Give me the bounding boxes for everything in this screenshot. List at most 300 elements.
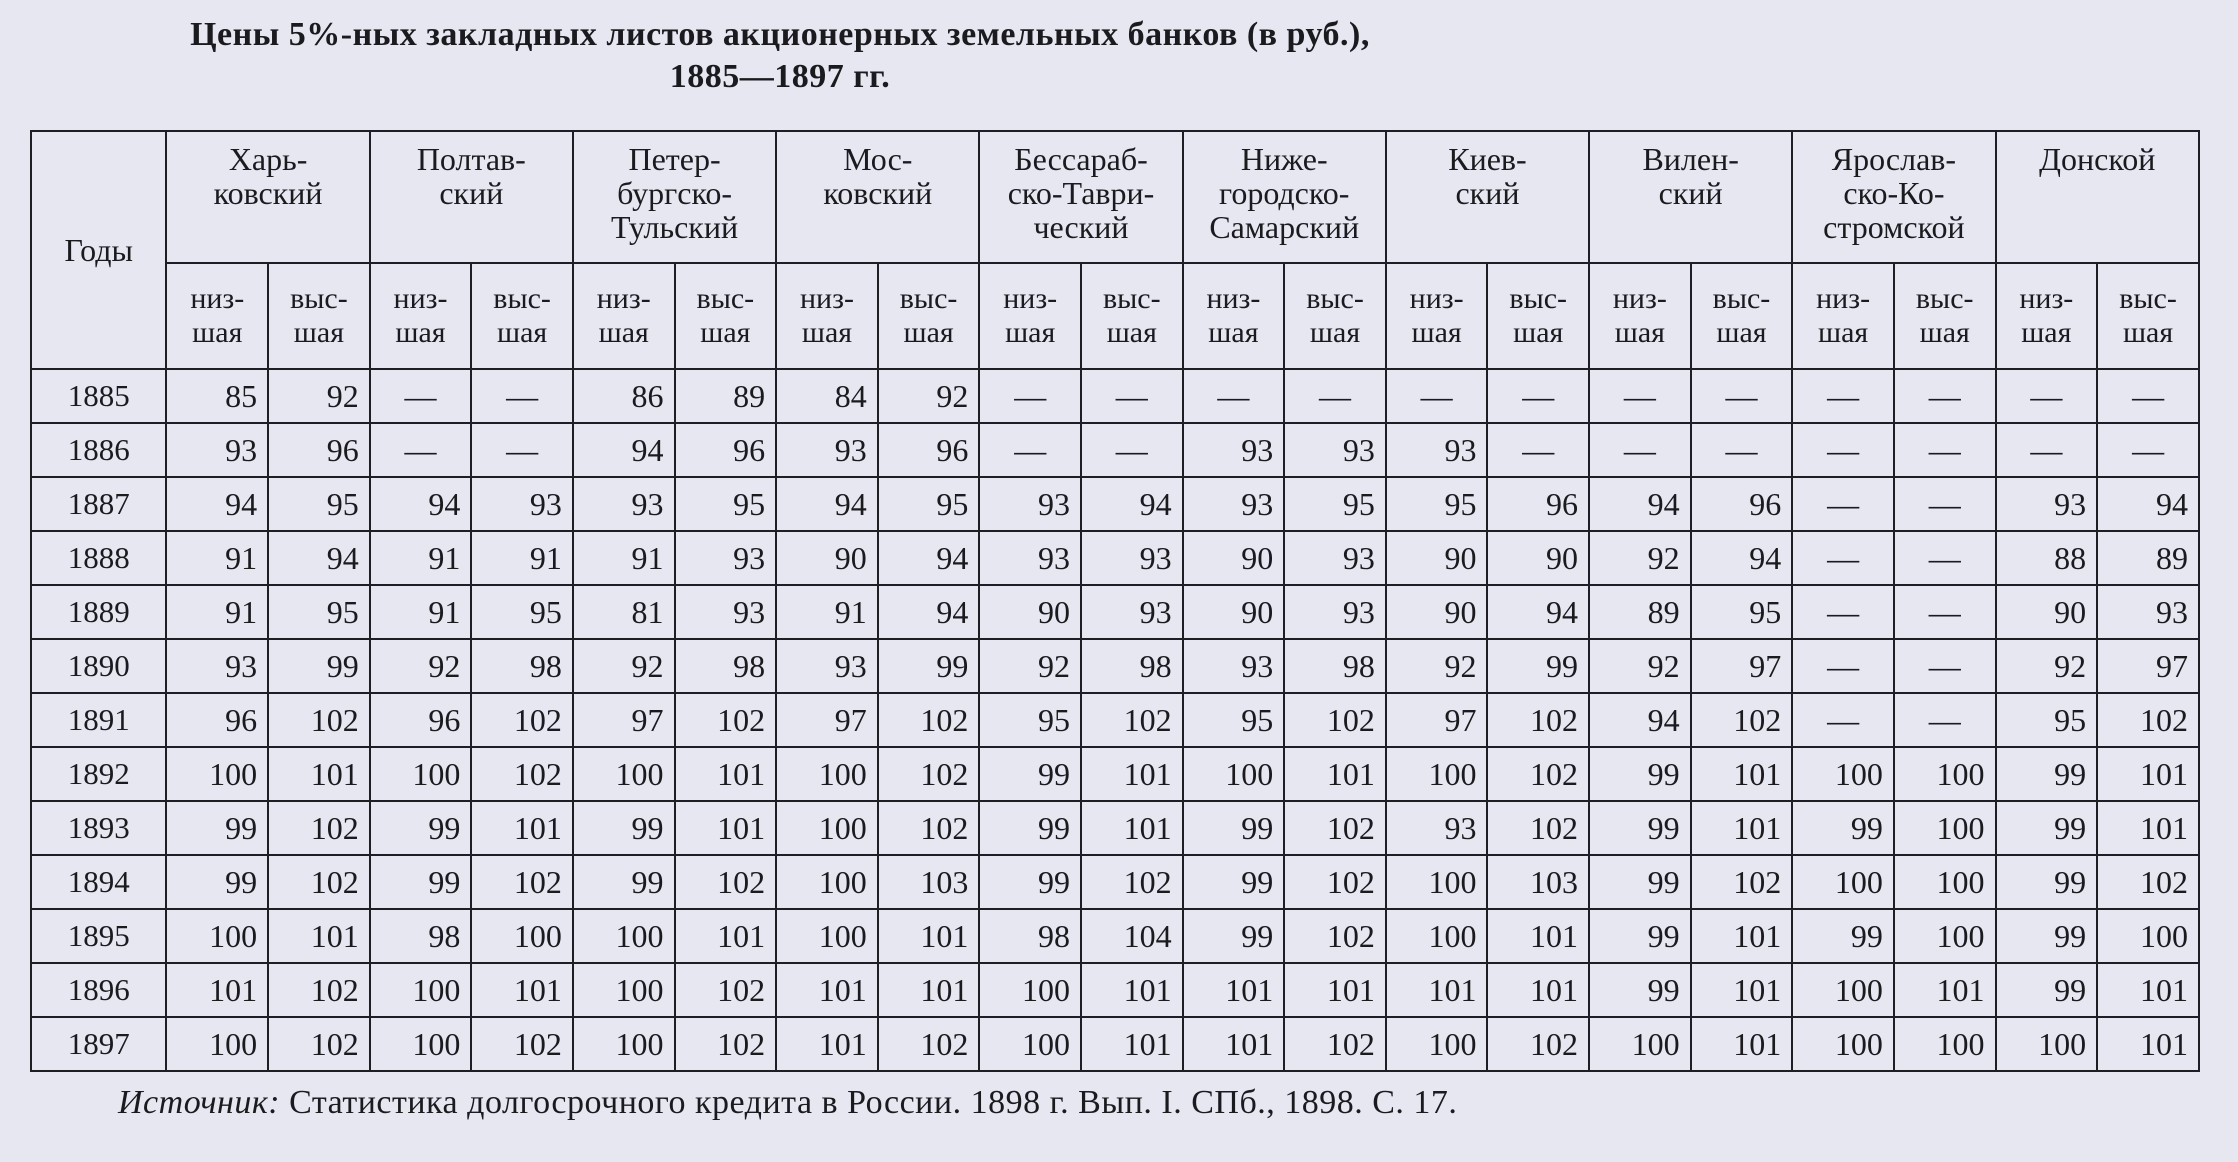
high-price-cell: 101 (675, 909, 777, 963)
high-price-cell: 89 (2097, 531, 2199, 585)
low-price-cell: 88 (1996, 531, 2098, 585)
high-price-cell: 92 (878, 369, 980, 423)
high-price-cell: 102 (1487, 801, 1589, 855)
high-price-cell: 102 (1691, 855, 1793, 909)
low-price-cell: 101 (166, 963, 268, 1017)
low-price-header: низ- шая (1816, 282, 1871, 349)
low-price-cell: 90 (1996, 585, 2098, 639)
low-price-cell: — (1792, 369, 1894, 423)
low-price-cell: 100 (776, 747, 878, 801)
high-price-cell: 95 (878, 477, 980, 531)
year-cell: 1885 (31, 369, 166, 423)
low-price-cell: 100 (1386, 855, 1488, 909)
title-line-1: Цены 5%-ных закладных листов акционерных земельных банков (в руб.), (190, 16, 1370, 53)
high-price-header: выс- шая (1102, 282, 1161, 349)
low-price-cell: 99 (1792, 909, 1894, 963)
low-price-cell: 93 (979, 531, 1081, 585)
high-price-cell: 102 (878, 693, 980, 747)
high-price-cell: — (1081, 369, 1183, 423)
low-price-cell: 101 (776, 963, 878, 1017)
low-price-cell: 97 (573, 693, 675, 747)
high-price-cell: 95 (1691, 585, 1793, 639)
high-price-cell: 102 (675, 855, 777, 909)
low-price-header: низ- шая (1409, 282, 1464, 349)
bank-header: Киев- ский (1386, 131, 1589, 263)
low-price-cell: — (1792, 639, 1894, 693)
high-price-cell: 101 (1081, 1017, 1183, 1071)
table-row (31, 423, 2199, 477)
low-price-header: низ- шая (2019, 282, 2074, 349)
high-price-cell: 98 (1284, 639, 1386, 693)
high-price-cell: — (1894, 423, 1996, 477)
low-price-cell: 100 (370, 963, 472, 1017)
table-row (31, 693, 2199, 747)
high-price-header: выс- шая (290, 282, 348, 349)
high-price-cell: 102 (1081, 855, 1183, 909)
table-title (0, 14, 1560, 98)
table-row (31, 531, 2199, 585)
year-cell: 1893 (31, 801, 166, 855)
price-table-wrapper (30, 130, 2200, 1072)
low-price-cell: 99 (1589, 909, 1691, 963)
subheader-cell (776, 263, 878, 369)
high-price-cell: 104 (1081, 909, 1183, 963)
bank-header: Бессараб- ско-Таври- ческий (979, 131, 1182, 263)
low-price-cell: 93 (573, 477, 675, 531)
high-price-header: выс- шая (1306, 282, 1364, 349)
high-price-cell: 102 (1284, 909, 1386, 963)
high-price-cell: 102 (675, 1017, 777, 1071)
low-price-cell: 93 (1183, 639, 1285, 693)
low-price-cell: — (1792, 423, 1894, 477)
high-price-cell: 102 (268, 693, 370, 747)
high-price-cell: 100 (1894, 855, 1996, 909)
high-price-cell: — (1081, 423, 1183, 477)
high-price-cell: — (1894, 585, 1996, 639)
low-price-cell: 100 (776, 801, 878, 855)
low-price-cell: 94 (166, 477, 268, 531)
high-price-cell: 89 (675, 369, 777, 423)
high-price-cell: 101 (2097, 1017, 2199, 1071)
low-price-header: низ- шая (1206, 282, 1261, 349)
low-price-cell: 98 (370, 909, 472, 963)
high-price-cell: 96 (268, 423, 370, 477)
low-price-cell: 99 (1183, 801, 1285, 855)
high-price-cell: 102 (675, 693, 777, 747)
low-price-cell: 92 (573, 639, 675, 693)
subheader-cell (166, 263, 268, 369)
low-price-cell: 100 (1183, 747, 1285, 801)
bank-header: Полтав- ский (370, 131, 573, 263)
low-price-cell: 101 (1183, 1017, 1285, 1071)
low-price-cell: — (1589, 423, 1691, 477)
high-price-cell: 102 (878, 801, 980, 855)
high-price-cell: 101 (2097, 747, 2199, 801)
year-cell: 1887 (31, 477, 166, 531)
high-price-cell: 101 (1691, 963, 1793, 1017)
high-price-cell: 94 (1081, 477, 1183, 531)
high-price-header: выс- шая (899, 282, 958, 349)
low-price-cell: 101 (1386, 963, 1488, 1017)
low-price-cell: 94 (1589, 693, 1691, 747)
low-price-cell: 99 (370, 855, 472, 909)
high-price-cell: 100 (1894, 1017, 1996, 1071)
high-price-cell: — (1487, 423, 1589, 477)
high-price-cell: 101 (675, 747, 777, 801)
low-price-cell: 95 (979, 693, 1081, 747)
high-price-cell: 101 (1691, 1017, 1793, 1071)
high-price-cell: 101 (1081, 747, 1183, 801)
high-price-cell: 103 (878, 855, 980, 909)
high-price-cell: 95 (268, 585, 370, 639)
low-price-cell: 100 (370, 747, 472, 801)
high-price-cell: 102 (268, 1017, 370, 1071)
low-price-header: низ- шая (1003, 282, 1058, 349)
high-price-cell: 101 (878, 963, 980, 1017)
high-price-cell: 96 (1691, 477, 1793, 531)
low-price-cell: 90 (776, 531, 878, 585)
high-price-cell: 91 (471, 531, 573, 585)
low-price-cell: 96 (166, 693, 268, 747)
high-price-cell: 102 (268, 801, 370, 855)
high-price-header: выс- шая (1915, 282, 1974, 349)
low-price-cell: 100 (1386, 909, 1488, 963)
low-price-cell: 91 (166, 585, 268, 639)
low-price-cell: 99 (1589, 963, 1691, 1017)
high-price-cell: 101 (675, 801, 777, 855)
low-price-cell: 95 (1183, 693, 1285, 747)
high-price-header: выс- шая (696, 282, 755, 349)
low-price-cell: — (1589, 369, 1691, 423)
high-price-cell: 94 (1691, 531, 1793, 585)
high-price-header: выс- шая (493, 282, 551, 349)
year-cell: 1886 (31, 423, 166, 477)
low-price-cell: — (1792, 531, 1894, 585)
high-price-cell: 92 (268, 369, 370, 423)
high-price-cell: 98 (675, 639, 777, 693)
high-price-cell: 102 (1284, 801, 1386, 855)
low-price-cell: 86 (573, 369, 675, 423)
low-price-cell: 100 (1589, 1017, 1691, 1071)
high-price-cell: 101 (2097, 801, 2199, 855)
low-price-cell: 93 (1183, 423, 1285, 477)
low-price-cell: 90 (1183, 531, 1285, 585)
table-row (31, 1017, 2199, 1071)
high-price-cell: 100 (471, 909, 573, 963)
low-price-cell: 93 (166, 423, 268, 477)
low-price-cell: — (979, 423, 1081, 477)
low-price-cell: — (1996, 423, 2098, 477)
high-price-cell: 101 (1284, 963, 1386, 1017)
high-price-cell: 100 (1894, 747, 1996, 801)
table-row (31, 801, 2199, 855)
low-price-cell: 100 (1386, 747, 1488, 801)
high-price-cell: — (1894, 639, 1996, 693)
high-price-cell: 101 (268, 909, 370, 963)
low-price-cell: 99 (1183, 909, 1285, 963)
bank-header: Вилен- ский (1589, 131, 1792, 263)
high-price-cell: 98 (1081, 639, 1183, 693)
low-price-cell: 100 (776, 909, 878, 963)
low-price-cell: 99 (1996, 909, 2098, 963)
high-price-header: выс- шая (2119, 282, 2177, 349)
subheader-cell (1996, 263, 2098, 369)
high-price-cell: 101 (1081, 963, 1183, 1017)
high-price-cell: 93 (2097, 585, 2199, 639)
low-price-header: низ- шая (1612, 282, 1667, 349)
high-price-cell: 102 (471, 693, 573, 747)
high-price-cell: 101 (1487, 909, 1589, 963)
table-row (31, 639, 2199, 693)
high-price-cell: 102 (268, 855, 370, 909)
low-price-cell: 95 (1996, 693, 2098, 747)
low-price-cell: — (1386, 369, 1488, 423)
high-price-cell: 102 (1691, 693, 1793, 747)
low-price-cell: 100 (1792, 855, 1894, 909)
bank-header: Мос- ковский (776, 131, 979, 263)
low-price-cell: 95 (1386, 477, 1488, 531)
low-price-cell: 97 (776, 693, 878, 747)
subheader-cell (1691, 263, 1793, 369)
low-price-cell: 99 (979, 801, 1081, 855)
years-column-header: Годы (31, 131, 166, 369)
subheader-cell (471, 263, 573, 369)
low-price-cell: 92 (1589, 639, 1691, 693)
low-price-cell: 100 (573, 963, 675, 1017)
low-price-cell: 90 (1386, 585, 1488, 639)
high-price-cell: 97 (1691, 639, 1793, 693)
high-price-cell: — (1284, 369, 1386, 423)
low-price-cell: 85 (166, 369, 268, 423)
high-price-header: выс- шая (1712, 282, 1771, 349)
low-price-cell: 91 (573, 531, 675, 585)
low-price-cell: 99 (166, 855, 268, 909)
high-price-cell: — (1487, 369, 1589, 423)
subheader-cell (979, 263, 1081, 369)
high-price-cell: 98 (471, 639, 573, 693)
subheader-cell (1284, 263, 1386, 369)
low-price-cell: 99 (1996, 855, 2098, 909)
low-price-cell: 100 (776, 855, 878, 909)
low-price-cell: 92 (370, 639, 472, 693)
low-price-cell: 100 (573, 747, 675, 801)
high-price-cell: 93 (1081, 531, 1183, 585)
low-price-cell: — (979, 369, 1081, 423)
year-cell: 1889 (31, 585, 166, 639)
low-price-cell: 99 (1996, 747, 2098, 801)
high-price-cell: 93 (1081, 585, 1183, 639)
table-row (31, 369, 2199, 423)
subheader-cell (1894, 263, 1996, 369)
low-price-cell: 100 (166, 747, 268, 801)
low-price-cell: 96 (370, 693, 472, 747)
high-price-cell: 103 (1487, 855, 1589, 909)
high-price-cell: 90 (1487, 531, 1589, 585)
high-price-cell: — (1894, 693, 1996, 747)
year-cell: 1892 (31, 747, 166, 801)
low-price-cell: 99 (370, 801, 472, 855)
high-price-cell: 95 (1284, 477, 1386, 531)
high-price-cell: 94 (878, 585, 980, 639)
low-price-cell: — (1183, 369, 1285, 423)
subheader-cell (1792, 263, 1894, 369)
high-price-cell: 99 (878, 639, 980, 693)
low-price-cell: 100 (370, 1017, 472, 1071)
low-price-cell: 81 (573, 585, 675, 639)
high-price-cell: 101 (1487, 963, 1589, 1017)
high-price-cell: 101 (268, 747, 370, 801)
high-price-cell: 97 (2097, 639, 2199, 693)
high-price-cell: 95 (675, 477, 777, 531)
low-price-cell: 93 (1386, 423, 1488, 477)
bank-header: Ярослав- ско-Ко- стромской (1792, 131, 1995, 263)
high-price-cell: 101 (471, 801, 573, 855)
low-price-cell: 100 (166, 1017, 268, 1071)
header-row-sub (31, 263, 2199, 369)
low-price-cell: 93 (776, 423, 878, 477)
low-price-cell: — (1792, 477, 1894, 531)
low-price-cell: 99 (1996, 963, 2098, 1017)
low-price-cell: 99 (573, 801, 675, 855)
high-price-cell: 102 (471, 1017, 573, 1071)
high-price-cell: — (1691, 423, 1793, 477)
table-row (31, 477, 2199, 531)
header-row-banks (31, 131, 2199, 263)
high-price-cell: 93 (471, 477, 573, 531)
low-price-cell: 101 (776, 1017, 878, 1071)
table-row (31, 585, 2199, 639)
low-price-header: низ- шая (190, 282, 245, 349)
subheader-cell (1487, 263, 1589, 369)
year-cell: 1891 (31, 693, 166, 747)
low-price-cell: 100 (979, 1017, 1081, 1071)
high-price-cell: 96 (1487, 477, 1589, 531)
high-price-cell: 102 (1284, 693, 1386, 747)
high-price-cell: 101 (1691, 909, 1793, 963)
high-price-cell: 99 (1487, 639, 1589, 693)
high-price-cell: 102 (1487, 1017, 1589, 1071)
low-price-cell: 99 (1589, 855, 1691, 909)
subheader-cell (1386, 263, 1488, 369)
high-price-cell: 100 (2097, 909, 2199, 963)
subheader-cell (1589, 263, 1691, 369)
low-price-cell: 100 (573, 1017, 675, 1071)
source-label: Источник: (118, 1084, 281, 1121)
high-price-cell: — (1894, 531, 1996, 585)
low-price-cell: 99 (1996, 801, 2098, 855)
low-price-cell: 94 (776, 477, 878, 531)
bank-header: Харь- ковский (166, 131, 369, 263)
low-price-cell: 90 (1183, 585, 1285, 639)
table-row (31, 909, 2199, 963)
bank-header: Петер- бургско- Тульский (573, 131, 776, 263)
low-price-cell: 101 (1183, 963, 1285, 1017)
high-price-cell: 93 (1284, 531, 1386, 585)
title-line-2: 1885—1897 гг. (669, 58, 891, 95)
high-price-cell: 99 (268, 639, 370, 693)
low-price-cell: 99 (1792, 801, 1894, 855)
bank-header: Ниже- городско- Самарский (1183, 131, 1386, 263)
year-cell: 1894 (31, 855, 166, 909)
high-price-cell: 93 (1284, 585, 1386, 639)
low-price-header: низ- шая (393, 282, 448, 349)
source-note (118, 1084, 1457, 1122)
low-price-cell: 93 (1183, 477, 1285, 531)
subheader-cell (675, 263, 777, 369)
high-price-cell: 93 (1284, 423, 1386, 477)
high-price-cell: 94 (2097, 477, 2199, 531)
low-price-cell: 93 (166, 639, 268, 693)
table-row (31, 855, 2199, 909)
low-price-cell: 91 (166, 531, 268, 585)
subheader-cell (268, 263, 370, 369)
high-price-cell: 102 (2097, 693, 2199, 747)
high-price-cell: 102 (268, 963, 370, 1017)
high-price-cell: 101 (1081, 801, 1183, 855)
low-price-cell: 97 (1386, 693, 1488, 747)
low-price-cell: 92 (1386, 639, 1488, 693)
year-cell: 1888 (31, 531, 166, 585)
high-price-cell: 102 (1284, 1017, 1386, 1071)
high-price-cell: 96 (878, 423, 980, 477)
low-price-cell: 100 (166, 909, 268, 963)
high-price-cell: 102 (471, 855, 573, 909)
high-price-cell: 102 (1487, 747, 1589, 801)
low-price-cell: 92 (1996, 639, 2098, 693)
price-table (30, 130, 2200, 1072)
year-cell: 1895 (31, 909, 166, 963)
low-price-cell: 100 (979, 963, 1081, 1017)
high-price-cell: 101 (878, 909, 980, 963)
low-price-cell: 93 (979, 477, 1081, 531)
subheader-cell (1081, 263, 1183, 369)
low-price-cell: 90 (1386, 531, 1488, 585)
high-price-cell: 94 (1487, 585, 1589, 639)
low-price-cell: 84 (776, 369, 878, 423)
source-text: Статистика долгосрочного кредита в России. 1898 г. Вып. I. СПб., 1898. С. 17. (280, 1084, 1458, 1121)
high-price-cell: 101 (1894, 963, 1996, 1017)
low-price-cell: — (370, 369, 472, 423)
subheader-cell (878, 263, 980, 369)
low-price-header: низ- шая (596, 282, 651, 349)
low-price-cell: 99 (979, 855, 1081, 909)
low-price-cell: 94 (370, 477, 472, 531)
low-price-cell: 100 (1386, 1017, 1488, 1071)
subheader-cell (573, 263, 675, 369)
low-price-cell: 98 (979, 909, 1081, 963)
low-price-header: низ- шая (800, 282, 854, 349)
year-cell: 1890 (31, 639, 166, 693)
high-price-cell: 96 (675, 423, 777, 477)
high-price-cell: 95 (471, 585, 573, 639)
low-price-cell: 93 (1386, 801, 1488, 855)
high-price-cell: 95 (268, 477, 370, 531)
low-price-cell: 100 (1792, 747, 1894, 801)
low-price-cell: 99 (166, 801, 268, 855)
low-price-cell: 91 (370, 585, 472, 639)
high-price-cell: 102 (1487, 693, 1589, 747)
high-price-cell: 102 (471, 747, 573, 801)
low-price-cell: — (370, 423, 472, 477)
high-price-cell: 101 (2097, 963, 2199, 1017)
high-price-cell: — (2097, 369, 2199, 423)
high-price-header: выс- шая (1509, 282, 1568, 349)
low-price-cell: — (1792, 585, 1894, 639)
low-price-cell: 100 (573, 909, 675, 963)
high-price-cell: 101 (1284, 747, 1386, 801)
low-price-cell: 93 (776, 639, 878, 693)
low-price-cell: — (1792, 693, 1894, 747)
